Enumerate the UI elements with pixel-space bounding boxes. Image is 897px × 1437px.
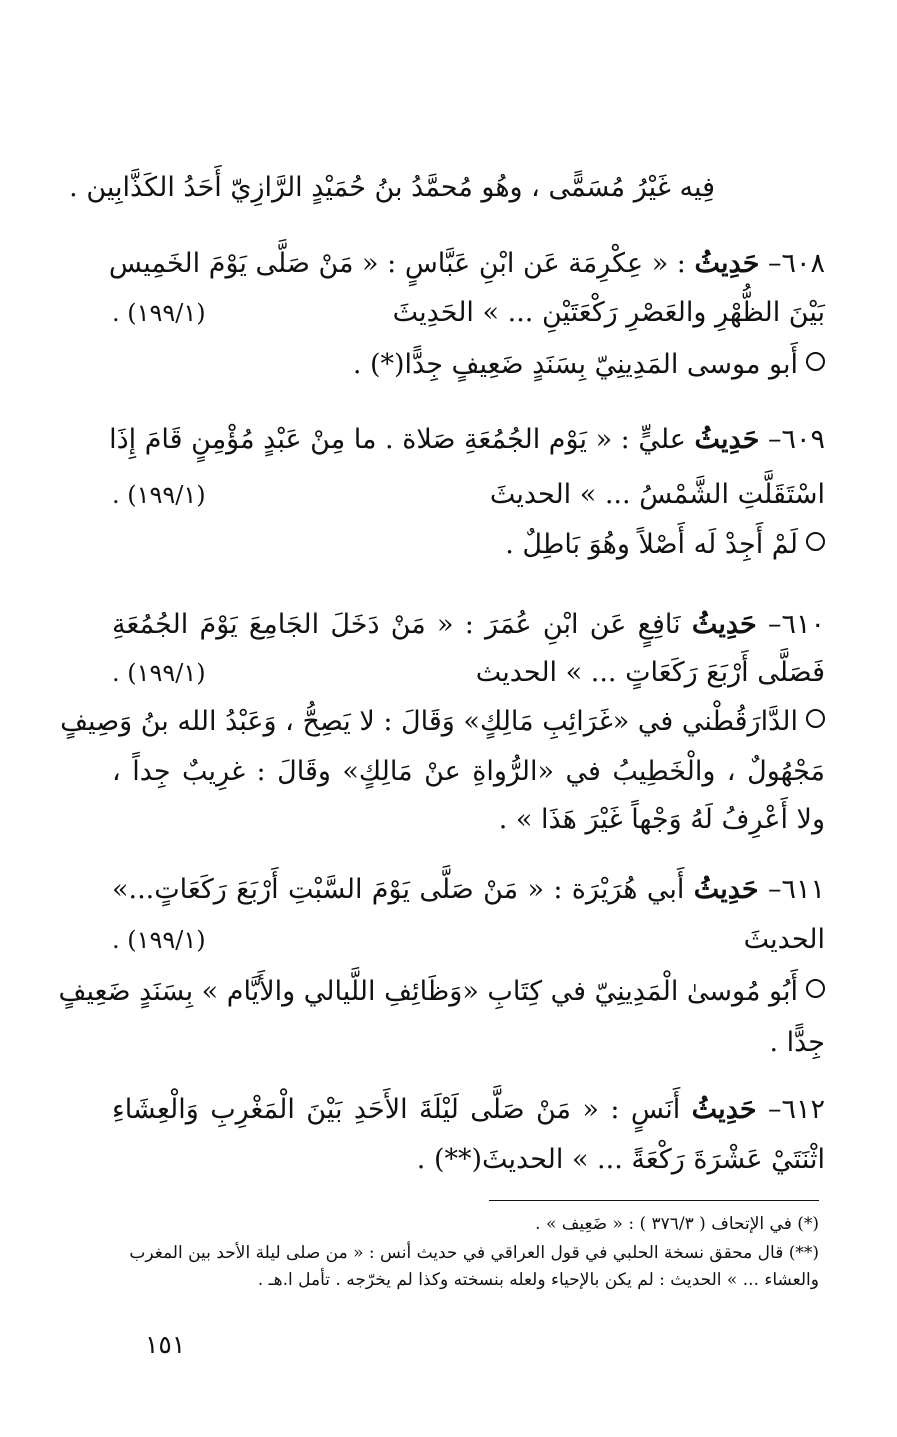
comment-text: أَبو موسى المَدِينِيّ بِسَنَدٍ ضَعِيفٍ جِدًّا(*) . [352, 349, 798, 380]
footnote-1: (*) في الإتحاف ( ٣٧٦/٣ ) : « ضَعِيف » . [535, 1214, 819, 1234]
entry-612-line-2: اثْنَتَيْ عَشْرَةَ رَكْعَةً ... » الحديثَ(**) . [416, 1144, 825, 1175]
entry-number: ٦١٠ [781, 609, 825, 640]
entry-608-line-1: ٦٠٨– حَدِيثُ : « عِكْرِمَة عَن ابْنِ عَبَّاسٍ : « مَنْ صَلَّى يَوْمَ الخَمِيس [108, 248, 825, 279]
entry-609-line-2: اسْتَقَلَّتِ الشَّمْسُ ... » الحديثَ [489, 479, 825, 510]
intro-line: فِيه غَيْرُ مُسَمًّى ، وهُو مُحمَّدُ بنُ حُمَيْدٍ الرَّازِيّ أَحَدُ الكَذَّابِين . [69, 172, 715, 203]
circle-bullet-icon [806, 709, 825, 728]
comment-text: الدَّارَقُطْني في «غَرَائِبِ مَالِكٍ» وَقَالَ : لا يَصِحُّ ، وَعَبْدُ الله بنُ وَصِيفٍ [60, 706, 798, 737]
entry-608-comment [112, 345, 825, 385]
entry-610-line-2: فَصَلَّى أَرْبَعَ رَكَعَاتٍ ... » الحديث [475, 657, 825, 688]
circle-bullet-icon [806, 979, 825, 998]
entry-612-line-1: ٦١٢– حَدِيثُ أَنَسٍ : « مَنْ صَلَّى لَيْلَةَ الأَحَدِ بَيْنَ الْمَغْرِبِ وَالْعِشَاءِ [112, 1094, 825, 1125]
entry-609-reference: (١٩٩/١) . [112, 481, 206, 509]
comment-text: أَبُو مُوسىٰ الْمَدِينِيّ في كِتَابِ «وَظَائِفِ اللَّيالي والأَيَّام » بِسَنَدٍ ضَعِيفٍ [58, 976, 798, 1007]
entry-text: عليٍّ : « يَوْم الجُمُعَةِ صَلاة . ما مِنْ عَبْدٍ مُؤْمِنٍ قَامَ إِذَا [109, 424, 686, 455]
entry-number: ٦١٢ [781, 1094, 825, 1125]
footnote-2-line-1: (**) قال محقق نسخة الحلبي في قول العراقي في حديث أنس : « من صلى ليلة الأحد بين المغرب [129, 1243, 819, 1263]
footnote-2-line-2: والعشاء ... » الحديث : لم يكن بالإحياء ولعله بنسخته وكذا لم يخرّجه . تأمل ا.هـ . [257, 1270, 819, 1290]
entry-number: ٦٠٨ [781, 248, 825, 279]
entry-heading: حَدِيثُ [694, 248, 760, 279]
entry-611-comment-1 [58, 972, 825, 1012]
entry-610-reference: (١٩٩/١) . [112, 659, 206, 687]
entry-heading: حَدِيثُ [693, 874, 759, 905]
comment-text: لَمْ أَجِدْ لَه أَصْلاً وهُوَ بَاطِلٌ . [505, 529, 798, 560]
footnote-divider [489, 1200, 819, 1201]
entry-heading: حَدِيثُ [691, 609, 757, 640]
entry-text: أَنَسٍ : « مَنْ صَلَّى لَيْلَةَ الأَحَدِ بَيْنَ الْمَغْرِبِ وَالْعِشَاءِ [112, 1094, 681, 1125]
page-number: ١٥١ [145, 1330, 186, 1359]
entry-608-line-2: بَيْنَ الظُّهْرِ والعَصْرِ رَكْعَتَيْنِ ... » الحَدِيثَ [392, 297, 825, 328]
entry-heading: حَدِيثُ [694, 424, 760, 455]
entry-610-comment-3: ولا أَعْرِفُ لَهُ وَجْهاً غَيْرَ هَذَا » . [498, 804, 825, 835]
entry-611-line-2: الحديثَ [743, 924, 825, 955]
circle-bullet-icon [806, 352, 825, 371]
entry-text: أَبي هُرَيْرَة : « مَنْ صَلَّى يَوْمَ السَّبْتِ أَرْبَعَ رَكَعَاتٍ...» [112, 874, 685, 905]
entry-611-line-1: ٦١١– حَدِيثُ أَبي هُرَيْرَة : « مَنْ صَلَّى يَوْمَ السَّبْتِ أَرْبَعَ رَكَعَاتٍ...» [112, 874, 825, 905]
circle-bullet-icon [806, 532, 825, 551]
entry-611-comment-2: جِدًّا . [769, 1027, 825, 1058]
entry-610-comment-1 [60, 702, 825, 742]
entry-text: نَافِعٍ عَن ابْنِ عُمَرَ : « مَنْ دَخَلَ الجَامِعَ يَوْمَ الجُمُعَةِ [112, 609, 681, 640]
entry-611-reference: (١٩٩/١) . [112, 926, 206, 954]
entry-heading: حَدِيثُ [691, 1094, 757, 1125]
entry-610-comment-2: مَجْهُولٌ ، والْخَطِيبُ في «الرُّواةِ عنْ مَالِكٍ» وقَالَ : غرِيبٌ جِداً ، [112, 756, 825, 787]
entry-number: ٦١١ [781, 874, 825, 905]
entry-609-line-1: ٦٠٩– حَدِيثُ عليٍّ : « يَوْم الجُمُعَةِ صَلاة . ما مِنْ عَبْدٍ مُؤْمِنٍ قَامَ إِذَا [109, 424, 825, 455]
entry-text: : « عِكْرِمَة عَن ابْنِ عَبَّاسٍ : « مَنْ صَلَّى يَوْمَ الخَمِيس [108, 248, 686, 279]
entry-608-reference: (١٩٩/١) . [112, 299, 206, 327]
entry-610-line-1: ٦١٠– حَدِيثُ نَافِعٍ عَن ابْنِ عُمَرَ : « مَنْ دَخَلَ الجَامِعَ يَوْمَ الجُمُعَةِ [112, 609, 825, 640]
entry-number: ٦٠٩ [781, 424, 825, 455]
entry-609-comment [112, 525, 825, 565]
